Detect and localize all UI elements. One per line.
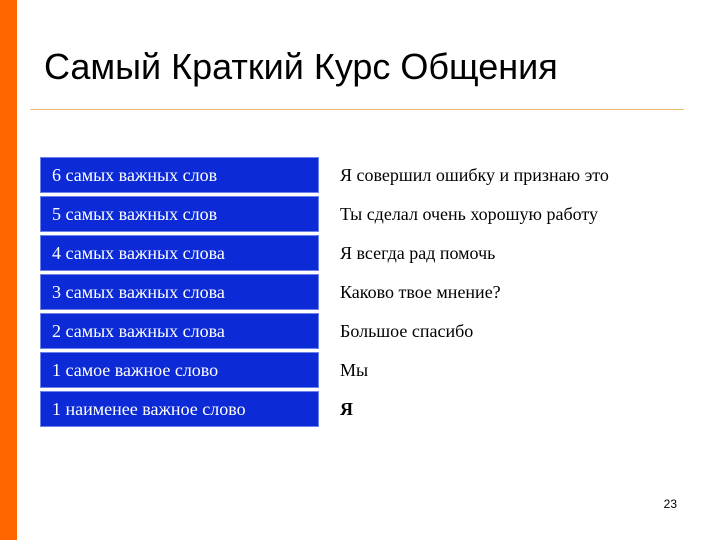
slide-title: Самый Краткий Курс Общения <box>44 46 558 87</box>
word-count-cell <box>40 352 319 388</box>
word-count-label: 6 самых важных слов <box>52 164 218 185</box>
word-count-cell <box>40 157 319 193</box>
table-row <box>40 195 680 234</box>
table-row <box>40 234 680 273</box>
table-row <box>40 312 680 351</box>
table-row <box>40 156 680 195</box>
word-count-cell <box>40 313 319 349</box>
phrase-cell: Я всегда рад помочь <box>340 243 496 263</box>
phrase-cell: Я <box>340 399 353 419</box>
phrase-cell: Каково твое мнение? <box>340 282 501 302</box>
word-count-cell <box>40 274 319 310</box>
title-divider <box>30 109 684 110</box>
word-count-cell <box>40 235 319 271</box>
phrase-cell: Мы <box>340 360 369 380</box>
orange-side-bar <box>0 0 17 540</box>
word-count-label: 4 самых важных слова <box>52 242 225 263</box>
word-count-cell <box>40 196 319 232</box>
word-count-cell <box>40 391 319 427</box>
words-table <box>40 156 680 429</box>
table-row <box>40 351 680 390</box>
phrase-cell: Ты сделал очень хорошую работу <box>340 204 599 224</box>
word-count-label: 1 самое важное слово <box>52 359 219 380</box>
page-number: 23 <box>663 497 677 511</box>
word-count-label: 2 самых важных слова <box>52 320 225 341</box>
word-count-label: 3 самых важных слова <box>52 281 225 302</box>
word-count-label: 1 наименее важное слово <box>52 398 246 419</box>
table-row <box>40 390 680 429</box>
table-row <box>40 273 680 312</box>
phrase-cell: Я совершил ошибку и признаю это <box>340 165 609 185</box>
word-count-label: 5 самых важных слов <box>52 203 218 224</box>
phrase-cell: Большое спасибо <box>340 321 474 341</box>
